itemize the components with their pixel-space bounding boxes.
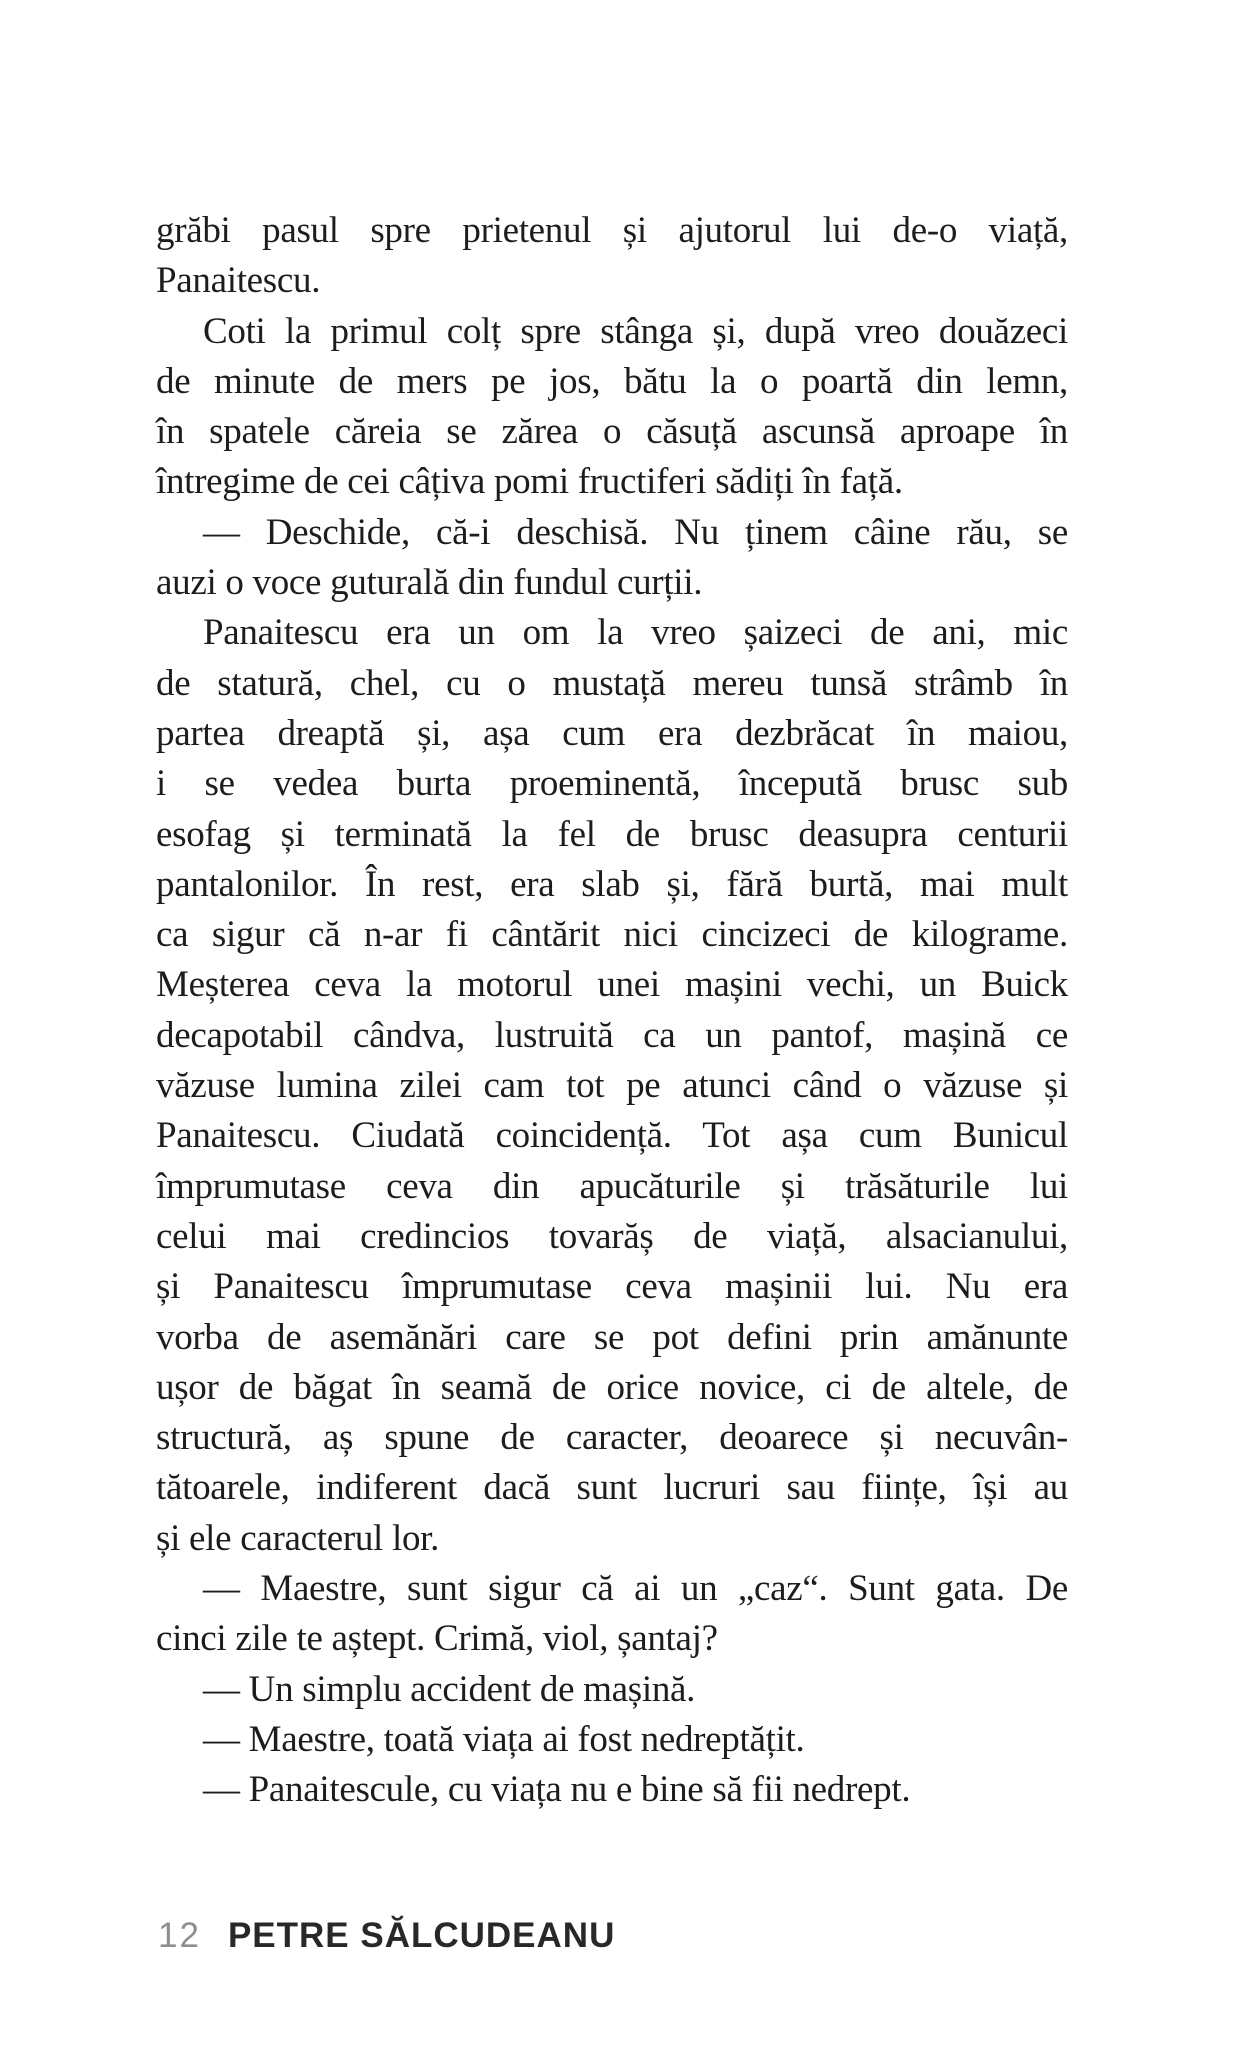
text-line-content: și Panaitescu împrumutase ceva mașinii lui. Nu era [156,1266,1068,1308]
text-line-content: de minute de mers pe jos, bătu la o poartă din lemn, [156,360,1068,402]
text-line-content: Panaitescu era un om la vreo șaizeci de ani, mic [203,612,1068,654]
text-line [156,1212,1068,1262]
text-line [156,1413,1068,1463]
text-line [156,1111,1068,1161]
text-line [156,709,1068,759]
text-line-content: — Un simplu accident de mașină. [203,1668,696,1710]
page-footer [158,1916,615,1956]
text-line-content: văzuse lumina zilei cam tot pe atunci când o văzuse și [156,1065,1068,1107]
text-line [156,1765,1068,1815]
text-line [156,860,1068,910]
text-line-content: tătoarele, indiferent dacă sunt lucruri sau ființe, își au [156,1467,1068,1509]
text-line [156,1715,1068,1765]
text-line-content: partea dreaptă și, așa cum era dezbrăcat în maiou, [156,712,1068,754]
text-line-content: ușor de băgat în seamă de orice novice, ci de altele, de [156,1366,1068,1408]
text-line [156,508,1068,558]
text-line [156,1665,1068,1715]
text-line [156,1313,1068,1363]
text-line-content: de statură, chel, cu o mustață mereu tunsă strâmb în [156,662,1068,704]
text-line-content: Panaitescu. Ciudată coincidență. Tot așa cum Bunicul [156,1115,1068,1157]
text-line [156,759,1068,809]
text-line [156,1614,1068,1664]
text-line-content: celui mai credincios tovarăș de viață, alsacianului, [156,1215,1068,1257]
text-line-content: — Panaitescule, cu viața nu e bine să fii nedrept. [203,1769,911,1811]
text-line-content: esofag și terminată la fel de brusc deasupra centurii [156,813,1068,855]
text-line [156,1463,1068,1513]
text-line [156,1162,1068,1212]
text-line [156,1061,1068,1111]
text-line-content: Coti la primul colț spre stânga și, după vreo douăzeci [203,310,1068,352]
text-line-content: grăbi pasul spre prietenul și ajutorul lui de-o viață, [156,210,1068,251]
text-line-content: ca sigur că n-ar fi cântărit nici cincizeci de kilograme. [156,914,1068,956]
text-line [156,1011,1068,1061]
text-line-content: pantalonilor. În rest, era slab și, fără burtă, mai mult [156,863,1068,905]
text-line-content: — Maestre, toată viața ai fost nedreptățit. [203,1718,805,1760]
text-line [156,1514,1068,1564]
text-line [156,307,1068,357]
text-line [156,256,1068,306]
text-line-content: vorba de asemănări care se pot defini prin amănunte [156,1316,1068,1358]
text-line [156,608,1068,658]
page-number: 12 [158,1916,201,1955]
text-line-content: în spatele căreia se zărea o căsuță ascunsă aproape în [156,411,1068,453]
text-line-content: împrumutase ceva din apucăturile și trăsăturile lui [156,1165,1068,1207]
text-line [156,206,1068,256]
body-text [156,206,1068,1816]
running-footer-author: PETRE SĂLCUDEANU [227,1916,616,1955]
text-line [156,457,1068,507]
text-line [156,357,1068,407]
text-line-content: — Maestre, sunt sigur că ai un „caz“. Sunt gata. De [203,1568,1068,1610]
text-line-content: întregime de cei câțiva pomi fructiferi sădiți în față. [156,461,903,503]
text-line [156,810,1068,860]
text-line-content: cinci zile te aștept. Crimă, viol, șantaj? [156,1618,718,1660]
text-line-content: Meșterea ceva la motorul unei mașini vechi, un Buick [156,964,1068,1006]
text-line [156,1262,1068,1312]
text-line-content: i se vedea burta proeminentă, începută brusc sub [156,763,1068,805]
text-line [156,659,1068,709]
text-line-content: — Deschide, că-i deschisă. Nu ținem câine rău, se [203,511,1068,553]
text-line-content: auzi o voce guturală din fundul curții. [156,562,703,604]
text-line-content: Panaitescu. [156,260,321,302]
text-line [156,1564,1068,1614]
text-line-content: structură, aș spune de caracter, deoarece și necuvân- [156,1417,1068,1459]
text-line [156,910,1068,960]
text-line [156,407,1068,457]
text-line [156,558,1068,608]
text-line [156,960,1068,1010]
text-line-content: și ele caracterul lor. [156,1517,440,1559]
text-line-content: decapotabil cândva, lustruită ca un pantof, mașină ce [156,1014,1068,1056]
text-line [156,1363,1068,1413]
